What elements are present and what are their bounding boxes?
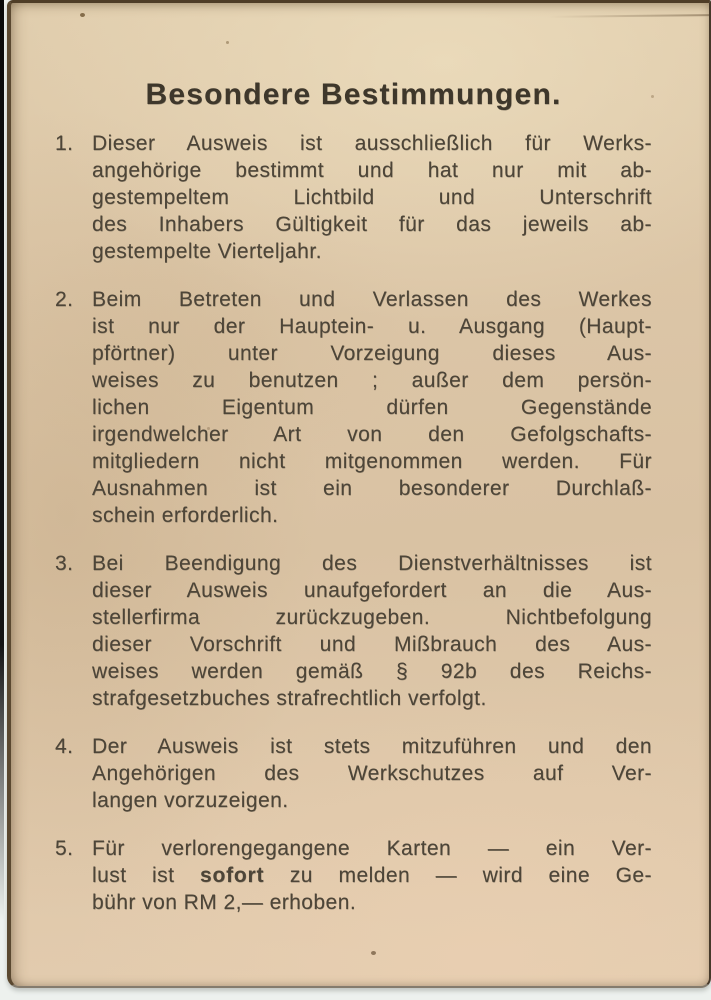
document-card (7, 0, 711, 988)
text-segment: dieser Ausweis unaufgefordert an die Aus- (92, 579, 652, 602)
text-segment: gestempelte Vierteljahr. (92, 240, 322, 263)
text-segment: irgendwelcher Art von den Gefolgschafts- (92, 423, 652, 446)
item-text (92, 286, 652, 529)
text-segment: Der Ausweis ist stets mitzuführen und den (92, 735, 652, 758)
text-segment: weises werden gemäß § 92b des Reichs- (92, 660, 652, 683)
text-segment: stellerfirma zurückzugeben. Nichtbefolgung (92, 606, 652, 629)
text-line (92, 889, 652, 916)
text-segment: langen vorzuzeigen. (92, 789, 289, 812)
scanner-edge-strip (0, 0, 4, 920)
text-line (92, 340, 652, 367)
text-segment: des Inhabers Gültigkeit für das jeweils ab- (92, 213, 652, 236)
text-segment: mitgliedern nicht mitgenommen werden. Für (92, 450, 652, 473)
text-segment: Für verlorengegangene Karten — ein Ver- (92, 837, 652, 860)
text-segment: Dieser Ausweis ist ausschließlich für Werks- (92, 132, 652, 155)
text-line (92, 631, 652, 658)
text-segment: bühr von RM 2,— erhoben. (92, 891, 357, 914)
text-segment: dieser Vorschrift und Mißbrauch des Aus- (92, 633, 652, 656)
text-line (92, 475, 652, 502)
provisions-list (55, 130, 652, 916)
list-item (55, 835, 652, 916)
text-line (92, 862, 652, 889)
text-line (92, 394, 652, 421)
paper-stain-speck (371, 951, 376, 955)
text-line (92, 733, 652, 760)
text-segment: lichen Eigentum dürfen Gegenstände (92, 396, 652, 419)
text-line (92, 550, 652, 577)
text-line (92, 211, 652, 238)
text-segment: angehörige bestimmt und hat nur mit ab- (92, 159, 652, 182)
text-line (92, 835, 652, 862)
item-number: 4. (55, 735, 74, 758)
item-text (92, 550, 652, 712)
text-segment: pförtner) unter Vorzeigung dieses Aus- (92, 342, 652, 365)
text-line (92, 604, 652, 631)
item-number: 5. (55, 837, 74, 860)
text-segment: Angehörigen des Werkschutzes auf Ver- (92, 762, 652, 785)
text-segment: Ausnahmen ist ein besonderer Durchlaß- (92, 477, 652, 500)
text-line (92, 238, 652, 265)
text-line (92, 448, 652, 475)
text-column (55, 3, 652, 937)
text-segment: weises zu benutzen ; außer dem persön- (92, 369, 652, 392)
item-text (92, 733, 652, 814)
item-text (92, 130, 652, 265)
text-line (92, 658, 652, 685)
text-segment: lust ist (92, 864, 200, 887)
text-line (92, 577, 652, 604)
text-line (92, 157, 652, 184)
text-line (92, 685, 652, 712)
text-segment: gestempeltem Lichtbild und Unterschrift (92, 186, 652, 209)
document-title: Besondere Bestimmungen. (145, 78, 562, 111)
text-line (92, 286, 652, 313)
text-line (92, 313, 652, 340)
text-line (92, 787, 652, 814)
text-line (92, 367, 652, 394)
list-item (55, 286, 652, 529)
text-segment: Bei Beendigung des Dienstverhältnisses ist (92, 552, 652, 575)
item-text (92, 835, 652, 916)
list-item (55, 733, 652, 814)
text-line (92, 130, 652, 157)
bold-text: sofort (199, 864, 265, 887)
text-segment: strafgesetzbuches strafrechtlich verfolgt. (92, 687, 487, 710)
list-item (55, 130, 652, 265)
item-number: 3. (55, 552, 74, 575)
text-segment: Beim Betreten und Verlassen des Werkes (92, 288, 652, 311)
item-number: 1. (55, 132, 74, 155)
text-line (92, 421, 652, 448)
text-segment: schein erforderlich. (92, 504, 279, 527)
item-number: 2. (55, 288, 74, 311)
text-line (92, 760, 652, 787)
text-line (92, 502, 652, 529)
text-segment: zu melden — wird eine Ge- (264, 864, 652, 887)
text-line (92, 184, 652, 211)
text-segment: ist nur der Hauptein- u. Ausgang (Haupt- (92, 315, 652, 338)
list-item (55, 550, 652, 712)
